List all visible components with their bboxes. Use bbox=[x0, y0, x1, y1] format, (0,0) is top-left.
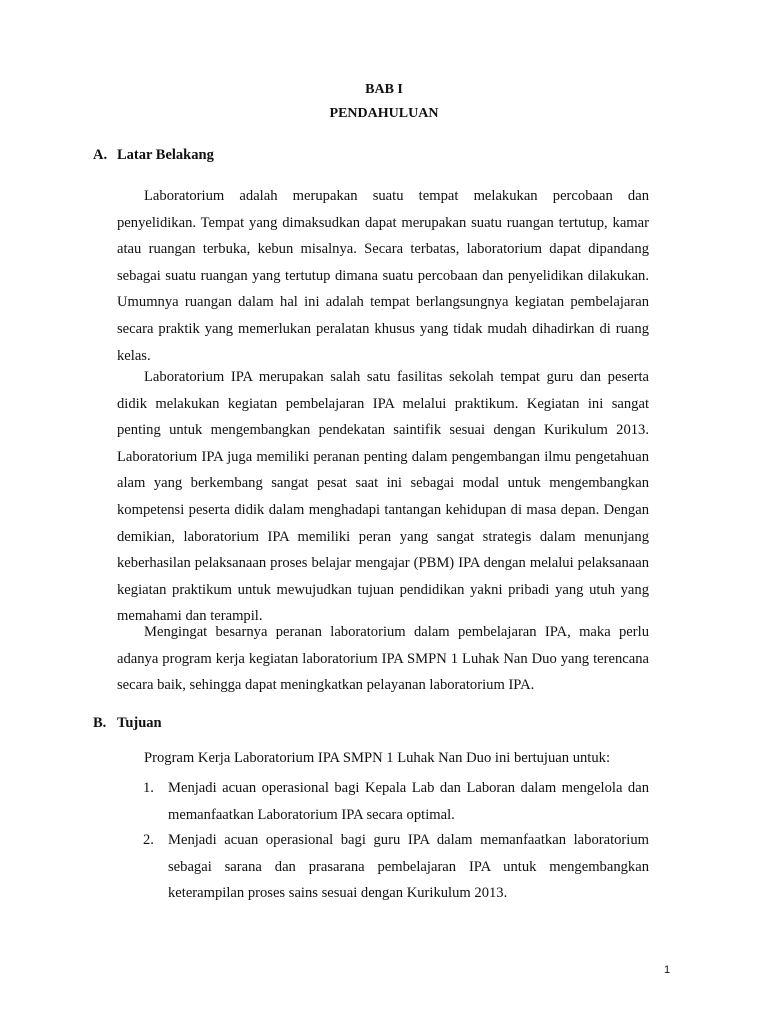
paragraph-1: Laboratorium adalah merupakan suatu tempat melakukan percobaan dan penyelidikan. Tempat yang dimaksudkan dapat merupakan suatu ruangan tertutup, kamar atau ruangan terbuka, kebun misalnya. Secara terbatas, laboratorium dapat dipandang sebagai suatu ruangan yang tertutup dimana suatu percobaan dan penyelidikan dilakukan. Umumnya ruangan dalam hal ini adalah tempat berlangsungnya kegiatan pembelajaran secara praktik yang memerlukan peralatan khusus yang tidak mudah dihadirkan di ruang kelas. bbox=[117, 188, 649, 364]
paragraph-2: Laboratorium IPA merupakan salah satu fasilitas sekolah tempat guru dan peserta didik melakukan kegiatan pembelajaran IPA melalui praktikum. Kegiatan ini sangat penting untuk mengembangkan pendekatan saintifik sesuai dengan Kurikulum 2013. Laboratorium IPA juga memiliki peranan penting dalam pengembangan ilmu pengetahuan alam yang berkembang sangat pesat saat ini sebagai modal untuk mengembangkan kompetensi peserta didik dalam menghadapi tantangan kehidupan di masa depan. Dengan demikian, laboratorium IPA memiliki peran yang sangat strategis dalam menunjang keberhasilan pelaksanaan proses belajar mengajar (PBM) IPA dengan melalui pelaksanaan kegiatan praktikum untuk mewujudkan tujuan pendidikan yakni pribadi yang utuh yang memahami dan terampil. bbox=[117, 369, 649, 625]
list-item-number: 2. bbox=[143, 832, 154, 848]
paragraph-3: Mengingat besarnya peranan laboratorium dalam pembelajaran IPA, maka perlu adanya program kerja kegiatan laboratorium IPA SMPN 1 Luhak Nan Duo yang terencana secara baik, sehingga dapat meningkatkan pelayanan laboratorium IPA. bbox=[117, 624, 649, 694]
list-item-text: Menjadi acuan operasional bagi guru IPA dalam memanfaatkan laboratorium sebagai sarana dan prasarana pembelajaran IPA untuk mengembangkan keterampilan proses sains sesuai dengan Kurikulum 2013. bbox=[168, 832, 649, 902]
section-b-intro: Program Kerja Laboratorium IPA SMPN 1 Luhak Nan Duo ini bertujuan untuk: bbox=[144, 750, 610, 766]
list-item bbox=[143, 827, 649, 907]
list-item-number: 1. bbox=[143, 780, 154, 796]
section-a-letter: A. bbox=[93, 147, 108, 163]
chapter-title: PENDAHULUAN bbox=[329, 106, 439, 121]
section-b-heading bbox=[93, 715, 162, 732]
list-item bbox=[143, 775, 649, 828]
section-b-title: Tujuan bbox=[117, 715, 162, 731]
list-item-text: Menjadi acuan operasional bagi Kepala Lab dan Laboran dalam mengelola dan memanfaatkan Laboratorium IPA secara optimal. bbox=[168, 780, 649, 823]
section-a-heading bbox=[93, 147, 214, 164]
section-a-title: Latar Belakang bbox=[117, 147, 214, 163]
section-b-letter: B. bbox=[93, 715, 107, 731]
page-number: 1 bbox=[664, 964, 671, 976]
chapter-number: BAB I bbox=[365, 82, 403, 97]
